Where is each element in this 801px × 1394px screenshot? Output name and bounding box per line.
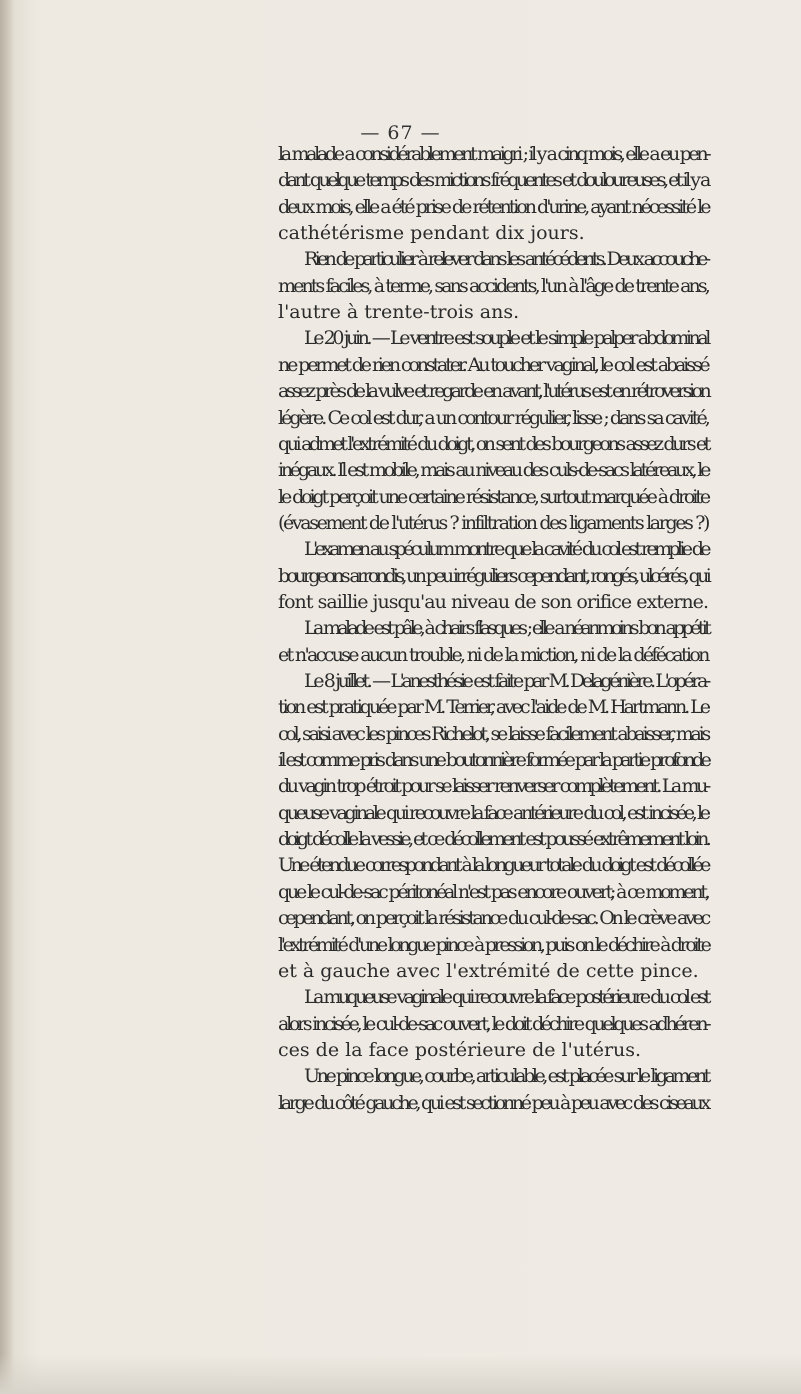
page-number: — 67 — — [360, 122, 441, 144]
text-line: l'extrémité d'une longue pince à pression, puis on le déchire à droite — [278, 933, 709, 956]
text-line: que le cul-de-sac péritonéal n'est pas encore ouvert; à ce moment, — [278, 880, 708, 903]
text-line: large du côté gauche, qui est sectionné peu à peu avec des ciseaux — [278, 1091, 708, 1114]
page-bottom-shadow — [0, 1354, 801, 1394]
text-line: le doigt perçoit une certaine résistance, surtout marquée à droite — [278, 485, 708, 508]
text-line: ces de la face postérieure de l'utérus. — [278, 1038, 642, 1061]
text-line: et à gauche avec l'extrémité de cette pince. — [278, 959, 699, 982]
text-line: tion est pratiquée par M. Terrier, avec l'aide de M. Hartmann. Le — [278, 696, 708, 719]
text-line: cathétérisme pendant dix jours. — [278, 222, 585, 245]
text-line: l'autre à trente-trois ans. — [278, 301, 520, 324]
binding-edge — [0, 0, 14, 1394]
text-line: alors incisée, le cul-de-sac ouvert, le doit déchire quelques adhéren- — [278, 1012, 709, 1035]
text-line: dant quelque temps des mictions fréquentes et douloureuses, et il y a — [278, 169, 708, 192]
text-line: font saillie jusqu'au niveau de son orifice externe. — [278, 590, 709, 613]
text-line: La muqueuse vaginale qui recouvre la face postérieure du col est — [304, 986, 708, 1009]
text-line: qui admet l'extrémité du doigt, on sent des bourgeons assez durs et — [278, 432, 709, 455]
text-line: cependant, on perçoit la résistance du cul-de-sac. On le crève avec — [278, 907, 709, 930]
text-line: deux mois, elle a été prise de rétention d'urine, ayant nécessité le — [278, 195, 709, 218]
text-line: bourgeons arrondis, un peu irréguliers cependant, rongés, ulcérés, qui — [278, 564, 709, 587]
text-line: La malade est pâle, à chairs flasques ; elle a néanmoins bon appétit — [304, 617, 709, 640]
text-line: légère. Ce col est dur, a un contour régulier, lisse ; dans sa cavité, — [278, 406, 708, 429]
text-line: col, saisi avec les pinces Richelot, se laisse facilement abaisser, mais — [278, 722, 708, 745]
text-line: queuse vaginale qui recouvre la face antérieure du col, est incisée, le — [278, 801, 708, 824]
text-line: Rien de particulier à relever dans les antécédents. Deux accouche- — [304, 248, 708, 271]
text-line: ments faciles, à terme, sans accidents, l'un à l'âge de trente ans, — [278, 274, 708, 297]
text-line: la malade a considérablement maigri ; il y a cinq mois, elle a eu pen- — [278, 143, 709, 165]
text-line: Une pince longue, courbe, articulable, est placée sur le ligament — [304, 1065, 708, 1088]
text-line: (évasement de l'utérus ? infiltration des ligaments larges ?) — [278, 511, 709, 534]
text-line: du vagin trop étroit pour se laisser renverser complètement. La mu- — [278, 775, 708, 798]
text-line: L'examen au spéculum montre que la cavité du col est remplie de — [304, 538, 708, 561]
text-line: assez près de la vulve et regarde en avant, l'utérus est en rétroversion — [278, 380, 709, 403]
text-line: Une étendue correspondant à la longueur totale du doigt est décollée — [278, 854, 708, 877]
text-line: il est comme pris dans une boutonnière formée par la partie profonde — [278, 749, 709, 772]
text-line: ne permet de rien constater. Au toucher vaginal, le col est abaissé — [278, 353, 708, 376]
text-line: et n'accuse aucun trouble, ni de la miction, ni de la défécation — [278, 643, 708, 666]
text-line: doigt décolle la vessie, et ce décollement est poussé extrêmement loin. — [278, 828, 709, 851]
text-line: Le 8 juillet. — L'anesthésie est faite par M. Delagénière. L'opéra- — [304, 670, 708, 692]
text-line: Le 20 juin. — Le ventre est souple et le simple palper abdominal — [304, 327, 708, 350]
text-line: inégaux. Il est mobile, mais au niveau des culs-de-sacs latéreaux, le — [278, 459, 709, 482]
